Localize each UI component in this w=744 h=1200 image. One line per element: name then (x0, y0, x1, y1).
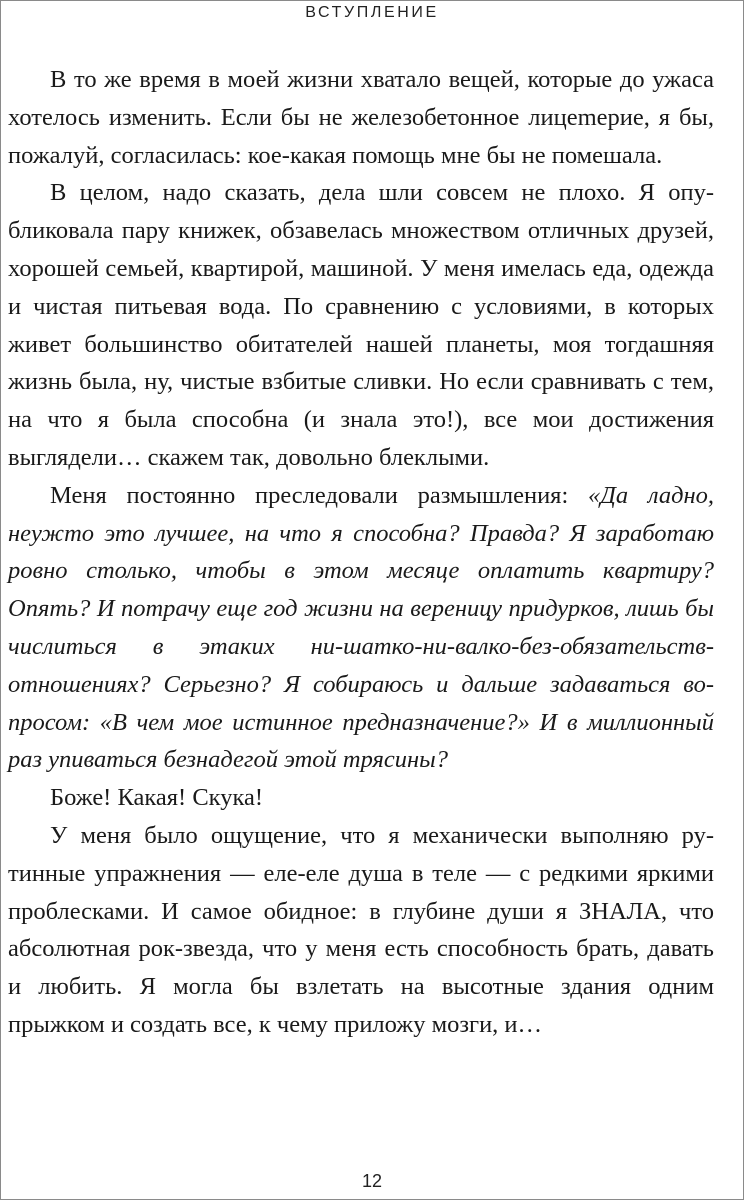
paragraph-1: В то же время в моей жизни хватало вещей, которые до ужаса хотелось изменить. Если бы не железобетонное лицеmерие, я бы, пожалуй, согласилась: кое-какая помощь мне бы не помешала. (8, 66, 714, 169)
paragraph-2: В целом, надо сказать, дела шли совсем не плохо. Я опубликовала пару книжек, обзавелась множеством отличных друзей, хорошей семьей, квартирой, машиной. У меня имелась еда, одежда и чистая питьевая вода. По сравнению с условиями, в которых живет большинство обитателей нашей планеты, моя тогдашняя жизнь была, ну, чистые взбитые сливки. Но если сравнивать с тем, на что я была способна (и знала это!), все мои достижения выглядели… скажем так, довольно блеклыми. (8, 179, 714, 471)
running-header: ВСТУПЛЕНИЕ (305, 4, 439, 21)
paragraph-3-italic: «Да ладно, неужто это лучшее, на что я способна? Правда? Я заработаю ровно столько, чтобы в этом месяце оплатить квартиру? Опять? И потрачу еще год жизни на вереницу придурков, лишь бы числиться в этаких ни-шатко-ни-валко-без-обязательств-отношениях? Серьезно? Я собираюсь и дальше задаваться вопросом: «В чем мое истинное предназначение?» И в миллионный раз упиваться безнадегой этой трясины? (8, 481, 714, 774)
paragraph-5: У меня было ощущение, что я механически выполняю рутинные упражнения — еле-еле душа в теле — с редкими яркими проблесками. И самое обидное: в глубине души я ЗНАЛА, что абсолютная рок-звезда, что у меня есть способность брать, давать и любить. Я могла бы взлетать на высотные здания одним прыжком и создать все, к чему приложу мозги, и… (8, 821, 714, 1038)
paragraph-4: Боже! Какая! Скука! (50, 784, 264, 812)
paragraph-3 (8, 477, 714, 779)
book-text (8, 61, 714, 1044)
paragraph-3-lead: Меня постоянно преследовали размышления: (50, 481, 589, 509)
page-number: 12 (361, 1171, 383, 1191)
